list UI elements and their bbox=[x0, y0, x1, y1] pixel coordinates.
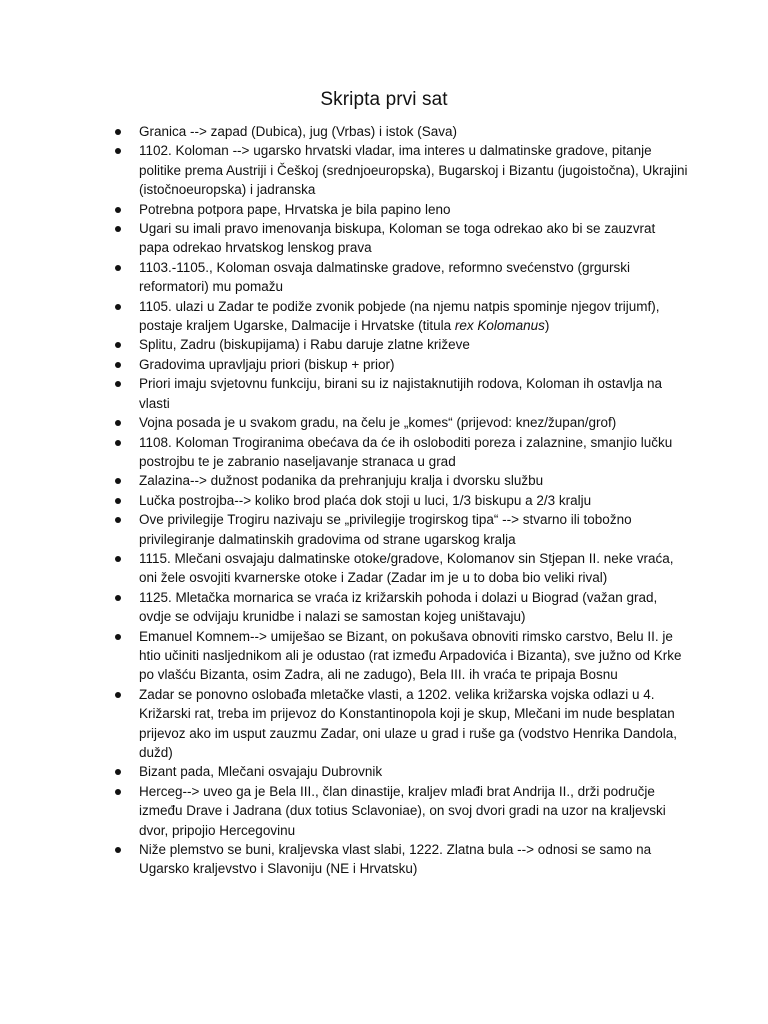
list-item-text: 1125. Mletačka mornarica se vraća iz križarskih pohoda i dolazi u Biograd (važan grad, ovdje se odvijaju krunidbe i nalazi se samostan kojeg uništavaju) bbox=[139, 589, 658, 625]
list-item bbox=[114, 549, 689, 588]
bullet-icon bbox=[115, 381, 121, 387]
bullet-icon bbox=[115, 847, 121, 853]
document-title: Skripta prvi sat bbox=[320, 89, 448, 110]
list-item bbox=[114, 433, 689, 472]
list-item-text: Zalazina--> dužnost podanika da prehranjuju kralja i dvorsku službu bbox=[139, 473, 544, 489]
bullet-icon bbox=[115, 692, 121, 698]
list-item-text: Niže plemstvo se buni, kraljevska vlast slabi, 1222. Zlatna bula --> odnosi se samo na Ugarsko kraljevstvo i Slavoniju (NE i Hrvatsku) bbox=[139, 842, 652, 877]
bullet-list bbox=[114, 122, 689, 879]
bullet-icon bbox=[115, 129, 121, 135]
list-item-text: 1103.-1105., Koloman osvaja dalmatinske gradove, reformno svećenstvo (grgurski reformatori) mu pomažu bbox=[139, 259, 631, 295]
list-item bbox=[114, 122, 689, 141]
list-item-text: Herceg--> uveo ga je Bela III., član dinastije, kraljev mlađi brat Andrija II., drži područje između Drave i Jadrana (dux totius Sclavoniae), on svoj dvori gradi na uzor na kraljevski dvor, pripojio Hercegovinu bbox=[139, 783, 666, 838]
list-item bbox=[114, 471, 689, 490]
list-item bbox=[114, 413, 689, 432]
list-item-text: Ove privilegije Trogiru nazivaju se „privilegije trogirskog tipa“ --> stvarno ili tobožno privilegiranje dalmatinskih gradovima od strane ugarskog kralja bbox=[139, 512, 632, 547]
bullet-icon bbox=[115, 420, 121, 426]
bullet-icon bbox=[115, 304, 121, 310]
bullet-icon bbox=[115, 440, 121, 446]
list-item bbox=[114, 588, 689, 627]
list-item-text-tail: ) bbox=[544, 318, 550, 334]
list-item bbox=[114, 258, 689, 297]
bullet-icon bbox=[115, 595, 121, 601]
list-item bbox=[114, 510, 689, 549]
list-item-text: Potrebna potpora pape, Hrvatska je bila papino leno bbox=[139, 201, 451, 217]
list-item-text: Vojna posada je u svakom gradu, na čelu je „komes“ (prijevod: knez/župan/grof) bbox=[139, 415, 617, 431]
list-item bbox=[114, 374, 689, 413]
list-item bbox=[114, 335, 689, 354]
list-item bbox=[114, 685, 689, 763]
list-item-text: 1115. Mlečani osvajaju dalmatinske otoke/gradove, Kolomanov sin Stjepan II. neke vraća, oni žele osvojiti kvarnerske otoke i Zadar (Zadar im je u to doba bio veliki rival) bbox=[139, 550, 674, 586]
list-item-text: Granica --> zapad (Dubica), jug (Vrbas) i istok (Sava) bbox=[139, 124, 457, 139]
bullet-icon bbox=[115, 342, 121, 348]
bullet-icon bbox=[115, 789, 121, 795]
list-item-text: 1102. Koloman --> ugarsko hrvatski vladar, ima interes u dalmatinske gradove, pitanje politike prema Austriji i Češkoj (srednjoeuropska), Bugarskoj i Bizantu (jugoistočna), Ukrajini (istočnoeuropska) i jadranska bbox=[139, 143, 688, 198]
list-item-text: Gradovima upravljaju priori (biskup + prior) bbox=[139, 356, 395, 372]
list-item bbox=[114, 200, 689, 219]
bullet-icon bbox=[115, 207, 121, 213]
list-item-text: Emanuel Komnem--> umiješao se Bizant, on pokušava obnoviti rimsko carstvo, Belu II. je htio učiniti nasljednikom ali je odustao (rat između Arpadovića i Bizanta), sve južno od Krke po vlašću Bizanta, osim Zadra, ali ne zadugo), Bela III. ih vraća te pripaja Bosnu bbox=[139, 628, 682, 683]
list-item-text: Bizant pada, Mlečani osvajaju Dubrovnik bbox=[139, 764, 383, 780]
list-item-text: 1108. Koloman Trogiranima obećava da će ih osloboditi poreza i zalaznine, smanjio lučku postrojbu te je zabranio naseljavanje stranaca u grad bbox=[139, 434, 673, 469]
list-item bbox=[114, 627, 689, 685]
list-item bbox=[114, 297, 689, 336]
list-item-text: Splitu, Zadru (biskupijama) i Rabu daruje zlatne križeve bbox=[139, 337, 470, 353]
bullet-icon bbox=[115, 226, 121, 232]
list-item bbox=[114, 840, 689, 879]
bullet-icon bbox=[115, 148, 121, 154]
list-item-text: 1105. ulazi u Zadar te podiže zvonik pobjede (na njemu natpis spominje njegov trijumf), postaje kraljem Ugarske, Dalmacije i Hrvatske (titula bbox=[139, 298, 660, 334]
bullet-icon bbox=[115, 634, 121, 640]
bullet-icon bbox=[115, 769, 121, 775]
list-item bbox=[114, 355, 689, 374]
bullet-icon bbox=[115, 362, 121, 368]
bullet-icon bbox=[115, 265, 121, 271]
list-item-text: Priori imaju svjetovnu funkciju, birani su iz najistaknutijih rodova, Koloman ih ostavlja na vlasti bbox=[139, 376, 663, 411]
list-item-italic-text: rex Kolomanus bbox=[454, 318, 545, 334]
list-item-text: Zadar se ponovno oslobađa mletačke vlasti, a 1202. velika križarska vojska odlazi u 4. Križarski rat, treba im prijevoz do Konstantinopola koji je skup, Mlečani im nude besplatan prijevoz ako im usput zauzmu Zadar, oni ulaze u grad i ruše ga (vodstvo Henrika Dandola, dužd) bbox=[139, 686, 678, 760]
bullet-icon bbox=[115, 556, 121, 562]
list-item-text: Ugari su imali pravo imenovanja biskupa, Koloman se toga odrekao ako bi se zauzvrat papa odrekao hrvatskog lenskog prava bbox=[139, 221, 656, 256]
bullet-icon bbox=[115, 517, 121, 523]
list-item bbox=[114, 219, 689, 258]
bullet-icon bbox=[115, 498, 121, 504]
list-item bbox=[114, 491, 689, 510]
list-item bbox=[114, 782, 689, 840]
bullet-icon bbox=[115, 478, 121, 484]
list-item bbox=[114, 762, 689, 781]
list-item bbox=[114, 141, 689, 199]
list-item-text: Lučka postrojba--> koliko brod plaća dok stoji u luci, 1/3 biskupu a 2/3 kralju bbox=[139, 492, 592, 508]
